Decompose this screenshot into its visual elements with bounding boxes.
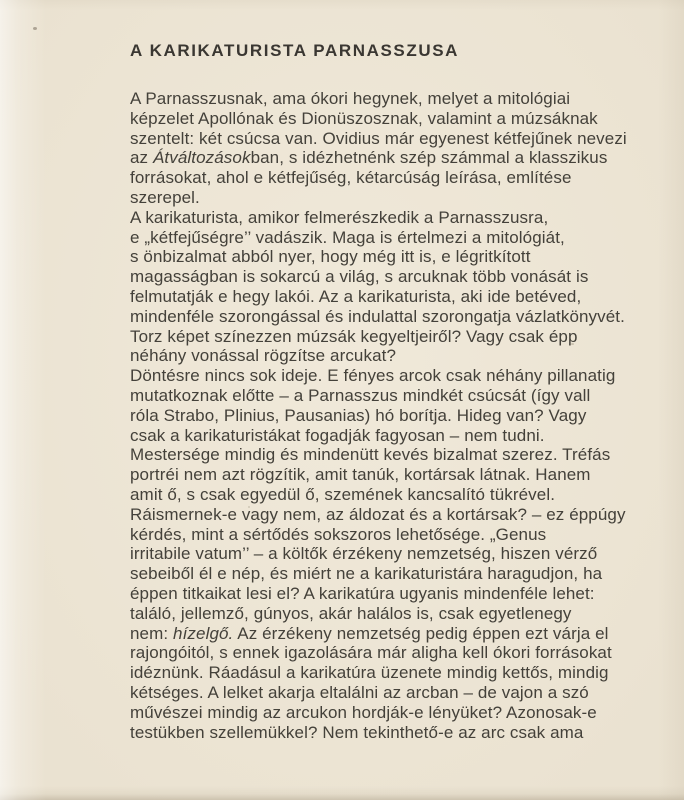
text-line: A Parnasszusnak, ama ókori hegynek, melyet a mitológiai: [130, 89, 571, 108]
text-line: sebeiből él e nép, és miért ne a karikaturistára haragudjon, ha: [130, 564, 603, 584]
text-line: Döntésre nincs sok ideje. E fényes arcok csak néhány pillanatig: [130, 366, 616, 386]
text-line: csak a karikaturistákat fogadják fagyosan – nem tudni.: [130, 425, 545, 445]
text-line: kérdés, mint a sértődés sokszoros lehetősége. „Genus: [130, 524, 547, 544]
text-line: mindenféle szorongással és indulattal szorongatja vázlatkönyvét.: [130, 306, 625, 326]
scan-speck: [33, 27, 37, 30]
text-line: felmutatják e hegy lakói. Az a karikaturista, aki ide betéved,: [130, 286, 582, 306]
text-line: szerepel.: [130, 187, 200, 207]
text-line: kétséges. A lelket akarja eltalálni az arcban – de vajon a szó: [130, 682, 589, 702]
text-line: e „kétfejűségre’’ vadászik. Maga is értelmezi a mitológiát,: [130, 227, 565, 247]
text-line: amit ő, s csak egyedül ő, szemének kancsalító tükrével.: [130, 484, 556, 504]
body-text: [130, 89, 675, 742]
text-line: nem: hízelgő. Az érzékeny nemzetség pedig éppen ezt várja el: [130, 623, 609, 643]
text-line: Ráismernek-e vagy nem, az áldozat és a kortársak? – ez éppúgy: [130, 504, 626, 524]
text-line: rajongóitól, s ennek igazolására már aligha kell ókori forrásokat: [130, 643, 612, 663]
text-line: néhány vonással rögzítse arcukat?: [130, 346, 397, 366]
text-line: találó, jellemző, gúnyos, akár halálos is, csak egyetlenegy: [130, 603, 572, 623]
text-line: idéznünk. Ráadásul a karikatúra üzenete mindig kettős, mindig: [130, 663, 609, 683]
text-line: éppen titkaikat lesi el? A karikatúra ugyanis mindenféle lehet:: [130, 583, 595, 603]
text-line: szentelt: két csúcsa van. Ovidius már egyenest kétfejűnek nevezi: [130, 128, 627, 148]
text-line: az Átváltozásokban, s idézhetnénk szép számmal a klasszikus: [130, 148, 608, 168]
text-line: mutatkoznak előtte – a Parnasszus mindkét csúcsát (így vall: [130, 385, 591, 405]
text-line: róla Strabo, Plinius, Pausanias) hó borítja. Hideg van? Vagy: [130, 405, 587, 425]
text-line: irritabile vatum’’ – a költők érzékeny nemzetség, hiszen vérző: [130, 544, 598, 564]
text-line: művészei mindig az arcukon hordják-e lényüket? Azonosak-e: [130, 702, 597, 722]
text-line: magasságban is sokarcú a világ, s arcuknak több vonását is: [130, 267, 589, 287]
text-line: forrásokat, ahol e kétfejűség, kétarcúság leírása, említése: [130, 168, 572, 188]
text-line: portréi nem azt rögzítik, amit tanúk, kortársak látnak. Hanem: [130, 465, 591, 485]
text-line: s önbizalmat abból nyer, hogy még itt is, e légritkított: [130, 247, 531, 267]
text-line: testükben szellemükkel? Nem tekinthető-e az arc csak ama: [130, 722, 584, 742]
text-line: képzelet Apollónak és Dionüszosznak, valamint a múzsáknak: [130, 108, 598, 128]
text-line: Torz képet színezzen múzsák kegyeltjeiről? Vagy csak épp: [130, 326, 578, 346]
text-line: Mestersége mindig és mindenütt kevés bizalmat szerez. Tréfás: [130, 445, 611, 465]
text-line: A karikaturista, amikor felmerészkedik a Parnasszusra,: [130, 207, 549, 227]
page-title: A KARIKATURISTA PARNASSZUSA: [130, 41, 460, 61]
